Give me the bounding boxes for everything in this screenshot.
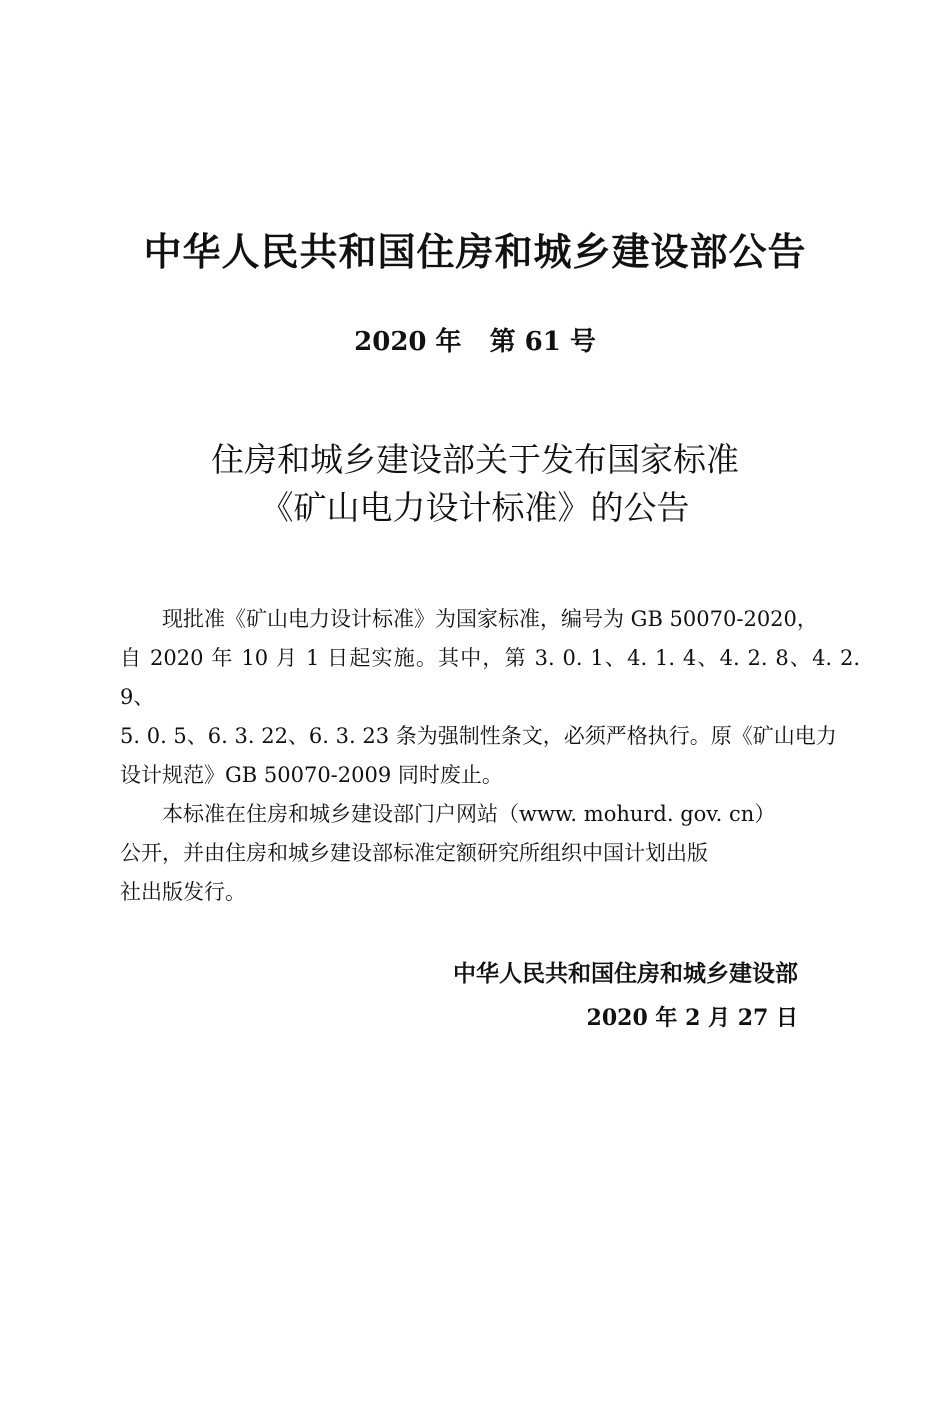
text-line: 社出版发行。 [120, 880, 246, 904]
signature-block [453, 954, 798, 1038]
text-line: 设计规范》GB 50070-2009 同时废止。 [120, 763, 503, 787]
notice-number [0, 322, 950, 362]
text-line: 5. 0. 5、6. 3. 22、6. 3. 23 条为强制性条文，必须严格执行。原《矿山电力 [120, 724, 837, 748]
text-line: 本标准在住房和城乡建设部门户网站（www. mohurd. gov. cn） [162, 802, 776, 826]
ministry-announcement-title: 中华人民共和国住房和城乡建设部公告 [143, 230, 807, 274]
announcement-subject [0, 436, 950, 532]
subject-line-2: 《矿山电力设计标准》的公告 [260, 488, 690, 527]
paragraph-publication [120, 795, 860, 912]
text-line: 公开，并由住房和城乡建设部标准定额研究所组织中国计划出版 [120, 841, 708, 865]
announcement-body [120, 600, 860, 912]
text-line: 自 2020 年 10 月 1 日起实施。其中，第 3. 0. 1、4. 1. 4、4. 2. 8、4. 2. 9、 [120, 646, 860, 709]
notice-serial: 第 61 号 [489, 327, 596, 357]
subject-line-1: 住房和城乡建设部关于发布国家标准 [211, 440, 739, 479]
notice-year: 2020 年 [354, 327, 462, 357]
issue-date: 2020 年 2 月 27 日 [586, 1005, 798, 1031]
paragraph-approval [120, 600, 860, 795]
issuing-authority: 中华人民共和国住房和城乡建设部 [453, 961, 798, 987]
text-line: 现批准《矿山电力设计标准》为国家标准，编号为 GB 50070-2020， [162, 607, 818, 631]
